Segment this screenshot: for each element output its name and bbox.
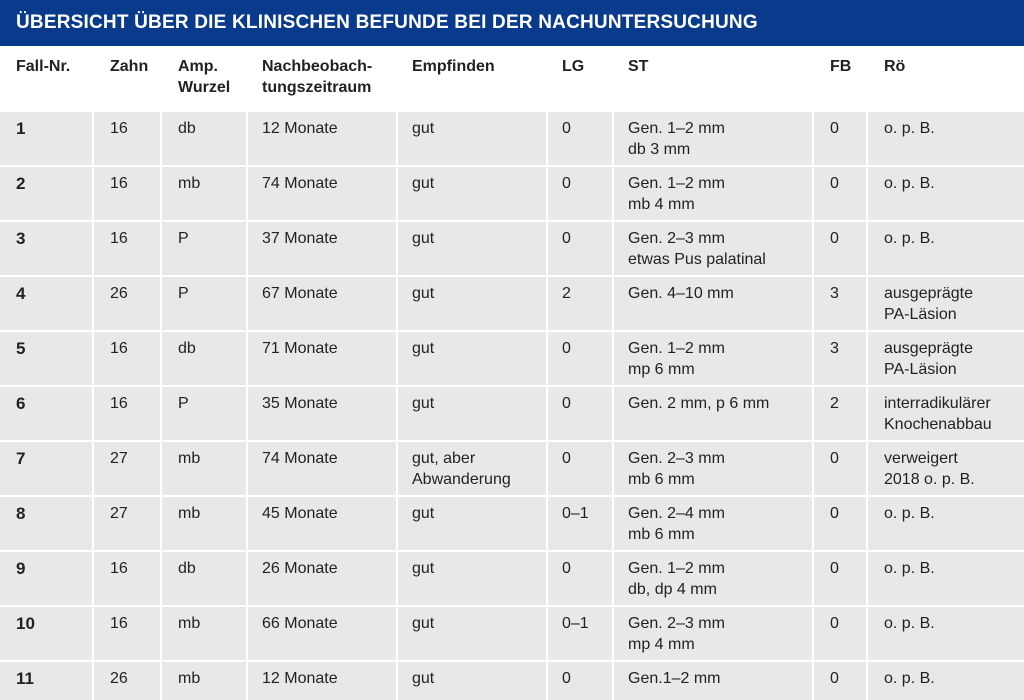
cell-amp-wurzel: mb (162, 607, 248, 662)
cell-lg: 0 (548, 552, 614, 607)
header-st: ST (628, 58, 649, 75)
header-fb: FB (830, 58, 852, 75)
header-zahn: Zahn (110, 58, 149, 75)
cell-st: Gen. 2–3 mm etwas Pus palatinal (614, 222, 814, 277)
cell-fall-nr: 11 (0, 662, 94, 700)
cell-amp-wurzel: mb (162, 442, 248, 497)
cell-amp-wurzel: P (162, 387, 248, 442)
cell-amp-wurzel: P (162, 277, 248, 332)
cell-lg: 0 (548, 442, 614, 497)
cell-ro: verweigert 2018 o. p. B. (868, 442, 1024, 497)
cell-fall-nr: 10 (0, 607, 94, 662)
cell-st: Gen.1–2 mm (614, 662, 814, 700)
cell-empfinden: gut (398, 167, 548, 222)
header-fall-nr: Fall-Nr. (16, 58, 71, 75)
cell-ro: o. p. B. (868, 222, 1024, 277)
cell-st: Gen. 2 mm, p 6 mm (614, 387, 814, 442)
cell-fall-nr: 1 (0, 112, 94, 167)
cell-ro: o. p. B. (868, 497, 1024, 552)
cell-fb: 2 (814, 387, 868, 442)
table-body (0, 112, 1024, 700)
cell-nachbeobachtungszeitraum: 26 Monate (248, 552, 398, 607)
cell-lg: 0 (548, 167, 614, 222)
cell-zahn: 16 (94, 167, 162, 222)
table-row (0, 387, 1024, 442)
header-nachbeobachtungszeitraum: Nachbeobach- tungszeitraum (262, 58, 373, 96)
cell-zahn: 16 (94, 112, 162, 167)
cell-st: Gen. 1–2 mm db, dp 4 mm (614, 552, 814, 607)
cell-ro: o. p. B. (868, 607, 1024, 662)
cell-ro: ausgeprägte PA-Läsion (868, 277, 1024, 332)
cell-nachbeobachtungszeitraum: 66 Monate (248, 607, 398, 662)
cell-zahn: 16 (94, 552, 162, 607)
cell-empfinden: gut (398, 332, 548, 387)
cell-fb: 0 (814, 442, 868, 497)
cell-nachbeobachtungszeitraum: 12 Monate (248, 662, 398, 700)
table-row (0, 497, 1024, 552)
cell-amp-wurzel: db (162, 332, 248, 387)
cell-zahn: 26 (94, 662, 162, 700)
cell-fb: 0 (814, 552, 868, 607)
cell-empfinden: gut (398, 552, 548, 607)
cell-empfinden: gut (398, 222, 548, 277)
header-lg: LG (562, 58, 585, 75)
cell-nachbeobachtungszeitraum: 35 Monate (248, 387, 398, 442)
cell-ro: o. p. B. (868, 167, 1024, 222)
cell-empfinden: gut (398, 662, 548, 700)
cell-lg: 0 (548, 222, 614, 277)
table-row (0, 552, 1024, 607)
header-amp-wurzel: Amp. Wurzel (178, 58, 231, 96)
table-header-row (0, 46, 1024, 112)
cell-nachbeobachtungszeitraum: 12 Monate (248, 112, 398, 167)
cell-ro: o. p. B. (868, 112, 1024, 167)
cell-fb: 0 (814, 607, 868, 662)
cell-fb: 3 (814, 332, 868, 387)
cell-nachbeobachtungszeitraum: 74 Monate (248, 167, 398, 222)
table-row (0, 332, 1024, 387)
cell-fall-nr: 4 (0, 277, 94, 332)
table-row (0, 167, 1024, 222)
cell-zahn: 16 (94, 387, 162, 442)
cell-st: Gen. 1–2 mm mp 6 mm (614, 332, 814, 387)
cell-lg: 2 (548, 277, 614, 332)
cell-fb: 0 (814, 167, 868, 222)
cell-fb: 0 (814, 222, 868, 277)
cell-st: Gen. 2–3 mm mb 6 mm (614, 442, 814, 497)
cell-amp-wurzel: mb (162, 167, 248, 222)
cell-empfinden: gut (398, 112, 548, 167)
cell-nachbeobachtungszeitraum: 74 Monate (248, 442, 398, 497)
header-ro: Rö (884, 58, 906, 75)
cell-fall-nr: 3 (0, 222, 94, 277)
cell-empfinden: gut (398, 387, 548, 442)
cell-fall-nr: 2 (0, 167, 94, 222)
cell-fb: 3 (814, 277, 868, 332)
cell-ro: ausgeprägte PA-Läsion (868, 332, 1024, 387)
cell-zahn: 16 (94, 607, 162, 662)
cell-nachbeobachtungszeitraum: 67 Monate (248, 277, 398, 332)
table-row (0, 662, 1024, 700)
cell-ro: interradikulärer Knochenabbau (868, 387, 1024, 442)
cell-empfinden: gut, aber Abwanderung (398, 442, 548, 497)
cell-lg: 0 (548, 112, 614, 167)
cell-fb: 0 (814, 497, 868, 552)
header-empfinden: Empfinden (412, 58, 495, 75)
cell-zahn: 27 (94, 497, 162, 552)
cell-st: Gen. 4–10 mm (614, 277, 814, 332)
cell-st: Gen. 2–3 mm mp 4 mm (614, 607, 814, 662)
cell-lg: 0–1 (548, 607, 614, 662)
cell-lg: 0 (548, 332, 614, 387)
cell-lg: 0–1 (548, 497, 614, 552)
cell-ro: o. p. B. (868, 552, 1024, 607)
findings-table (0, 46, 1024, 700)
cell-amp-wurzel: mb (162, 662, 248, 700)
cell-empfinden: gut (398, 277, 548, 332)
cell-empfinden: gut (398, 607, 548, 662)
cell-nachbeobachtungszeitraum: 37 Monate (248, 222, 398, 277)
cell-lg: 0 (548, 662, 614, 700)
cell-amp-wurzel: mb (162, 497, 248, 552)
cell-amp-wurzel: db (162, 112, 248, 167)
cell-fb: 0 (814, 662, 868, 700)
cell-fall-nr: 5 (0, 332, 94, 387)
cell-fall-nr: 8 (0, 497, 94, 552)
cell-lg: 0 (548, 387, 614, 442)
cell-fb: 0 (814, 112, 868, 167)
table-row (0, 112, 1024, 167)
cell-ro: o. p. B. (868, 662, 1024, 700)
table-title: ÜBERSICHT ÜBER DIE KLINISCHEN BEFUNDE BEI DER NACHUNTERSUCHUNG (0, 0, 1024, 46)
cell-zahn: 16 (94, 332, 162, 387)
cell-fall-nr: 7 (0, 442, 94, 497)
cell-st: Gen. 1–2 mm db 3 mm (614, 112, 814, 167)
cell-zahn: 27 (94, 442, 162, 497)
cell-nachbeobachtungszeitraum: 71 Monate (248, 332, 398, 387)
table-row (0, 607, 1024, 662)
cell-amp-wurzel: P (162, 222, 248, 277)
cell-empfinden: gut (398, 497, 548, 552)
cell-st: Gen. 1–2 mm mb 4 mm (614, 167, 814, 222)
cell-zahn: 26 (94, 277, 162, 332)
table-row (0, 442, 1024, 497)
cell-nachbeobachtungszeitraum: 45 Monate (248, 497, 398, 552)
table-row (0, 222, 1024, 277)
cell-fall-nr: 9 (0, 552, 94, 607)
table-row (0, 277, 1024, 332)
cell-fall-nr: 6 (0, 387, 94, 442)
cell-st: Gen. 2–4 mm mb 6 mm (614, 497, 814, 552)
cell-amp-wurzel: db (162, 552, 248, 607)
cell-zahn: 16 (94, 222, 162, 277)
